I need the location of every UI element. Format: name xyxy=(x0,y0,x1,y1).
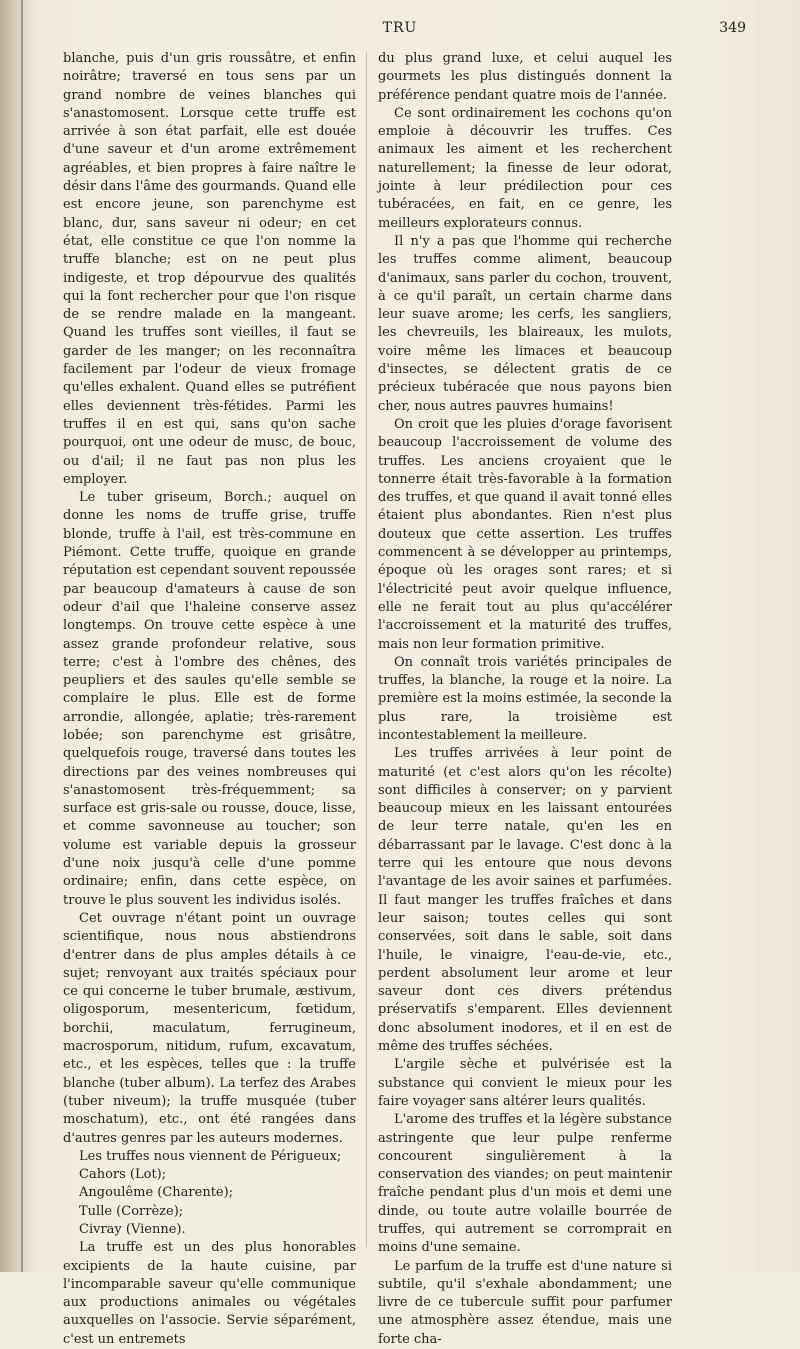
paragraph: du plus grand luxe, et celui auquel les gourmets les plus distingués donnent la préférence pendant quatre mois de l'année. xyxy=(378,51,672,103)
binding-edge-line xyxy=(21,0,23,1272)
paragraph: Le tuber griseum, Borch.; auquel on donne les noms de truffe grise, truffe blonde, truffe à l'ail, est très-commune en Piémont. Cette truffe, quoique en grande réputation est cependant souvent repoussée par beaucoup d'amateurs à cause de son odeur d'ail que l'haleine conserve assez longtemps. On trouve cette espèce à une assez grande profondeur relative, sous terre; c'est à l'ombre des chênes, des peupliers et des saules qu'elle semble se complaire le plus. Elle est de forme arrondie, allongée, aplatie; très-rarement lobée; son parenchyme est grisâtre, quelquefois rouge, traversé dans toutes les directions par des veines nombreuses qui s'anastomosent très-fréquemment; sa surface est gris-sale ou rousse, douce, lisse, et comme savonneuse au toucher; son volume est variable depuis la grosseur d'une noix jusqu'à celle d'une pomme ordinaire; enfin, dans cette espèce, on trouve le plus souvent les individus isolés. xyxy=(63,490,356,908)
place-line: Civray (Vienne). xyxy=(79,1222,186,1237)
left-column xyxy=(63,50,356,1349)
paragraph: Il n'y a pas que l'homme qui recherche les truffes comme aliment, beaucoup d'animaux, sans parler du cochon, trouvent, à ce qu'il paraît, un certain charme dans leur suave arome; les cerfs, les sangliers, les chevreuils, les blaireaux, les mulots, voire même les limaces et beaucoup d'insectes, se délectent gratis de ce précieux tubéracée que nous payons bien cher, nous autres pauvres humains! xyxy=(378,233,672,414)
paragraph: Le parfum de la truffe est d'une nature si subtile, qu'il s'exhale abondamment; une livre de ce tubercule suffit pour parfumer une atmosphère assez étendue, mais une forte cha- xyxy=(378,1258,672,1347)
paragraph: Cet ouvrage n'étant point un ouvrage scientifique, nous nous abstiendrons d'entrer dans de plus amples détails à ce sujet; renvoyant aux traités spéciaux pour ce qui concerne le tuber brumale, æstivum, oligosporum, mesentericum, fœtidum, borchii, maculatum, ferrugineum, macrosporum, nitidum, rufum, excavatum, etc., et les espèces, telles que : la truffe blanche (tuber album). La terfez des Arabes (tuber niveum); la truffe musquée (tuber moschatum), etc., ont été rangées dans d'autres genres par les auteurs modernes. xyxy=(63,910,356,1146)
place-line: Tulle (Corrèze); xyxy=(79,1203,184,1219)
paragraph: L'argile sèche et pulvérisée est la substance qui convient le mieux pour les faire voyager sans altérer leurs qualités. xyxy=(378,1057,672,1109)
place-line: Angoulême (Charente); xyxy=(79,1185,234,1201)
column-gutter xyxy=(366,52,367,1247)
running-title: TRU xyxy=(382,20,418,36)
page-number: 349 xyxy=(719,20,746,36)
paragraph: La truffe est un des plus honorables excipients de la haute cuisine, par l'incomparable saveur qu'elle communique aux productions animales ou végétales auxquelles on l'associe. Servie séparément, c'est un entremets xyxy=(63,1240,356,1347)
place-line: Cahors (Lot); xyxy=(79,1167,167,1183)
paragraph: Ce sont ordinairement les cochons qu'on emploie à découvrir les truffes. Ces animaux les aiment et les recherchent naturellement; la finesse de leur odorat, jointe à leur prédilection pour ces tubéracées, en fait, en ce genre, les meilleurs explorateurs connus. xyxy=(378,105,672,231)
paragraph: L'arome des truffes et la légère substance astringente que leur pulpe renferme concourent singulièrement à la conservation des viandes; on peut maintenir fraîche pendant plus d'un mois et demi une dinde, ou toute autre volaille bourrée de truffes, qui autrement se corromprait en moins d'une semaine. xyxy=(378,1112,672,1256)
book-spine-shadow xyxy=(0,0,32,1272)
paragraph: Les truffes arrivées à leur point de maturité (et c'est alors qu'on les récolte) sont difficiles à conserver; on y parvient beaucoup mieux en les laissant entourées de leur terre natale, qu'en les en débarrassant par le lavage. C'est donc à la terre qui les entoure que nous devons l'avantage de les avoir saines et parfumées. Il faut manger les truffes fraîches et dans leur saison; toutes celles qui sont conservées, soit dans le sable, soit dans l'huile, le vinaigre, l'eau-de-vie, etc., perdent absolument leur arome et leur saveur dont ces divers prétendus préservatifs s'emparent. Elles deviennent donc absolument inodores, et il en est de même des truffes séchées. xyxy=(378,746,672,1055)
paragraph: On connaît trois variétés principales de truffes, la blanche, la rouge et la noire. La première est la moins estimée, la seconde la plus rare, la troisième est incontestablement la meilleure. xyxy=(378,654,672,743)
paragraph: On croit que les pluies d'orage favorisent beaucoup l'accroissement de volume des truffes. Les anciens croyaient que le tonnerre était très-favorable à la formation des truffes, et que quand il avait tonné elles étaient plus abondantes. Rien n'est plus douteux que cette assertion. Les truffes commencent à se développer au printemps, époque où les orages sont rares; et si l'électricité peut avoir quelque influence, elle ne ferait tout au plus qu'accélérer l'accroissement et la maturité des truffes, mais non leur formation primitive. xyxy=(378,416,672,652)
right-column xyxy=(378,50,672,1349)
paragraph: blanche, puis d'un gris roussâtre, et enfin noirâtre; traversé en tous sens par un grand nombre de veines blanches qui s'anastomosent. Lorsque cette truffe est arrivée à son état parfait, elle est douée d'une saveur et d'un arome extrêmement agréables, et bien propres à faire naître le désir dans l'âme des gourmands. Quand elle est encore jeune, son parenchyme est blanc, dur, sans saveur ni odeur; en cet état, elle constitue ce que l'on nomme la truffe blanche; est on ne peut plus indigeste, et trop dépourvue des qualités qui la font rechercher pour que l'on risque de se rendre malade en la mangeant. Quand les truffes sont vieilles, il faut se garder de les manger; on les reconnaîtra facilement par l'odeur de vieux fromage qu'elles exhalent. Quand elles se putréfient elles deviennent très-fétides. Parmi les truffes il en est qui, sans qu'on sache pourquoi, ont une odeur de musc, de bouc, ou d'ail; il ne faut pas non plus les employer. xyxy=(63,51,356,487)
page-header xyxy=(0,20,800,40)
paragraph: Les truffes nous viennent de Périgueux; xyxy=(79,1148,342,1164)
